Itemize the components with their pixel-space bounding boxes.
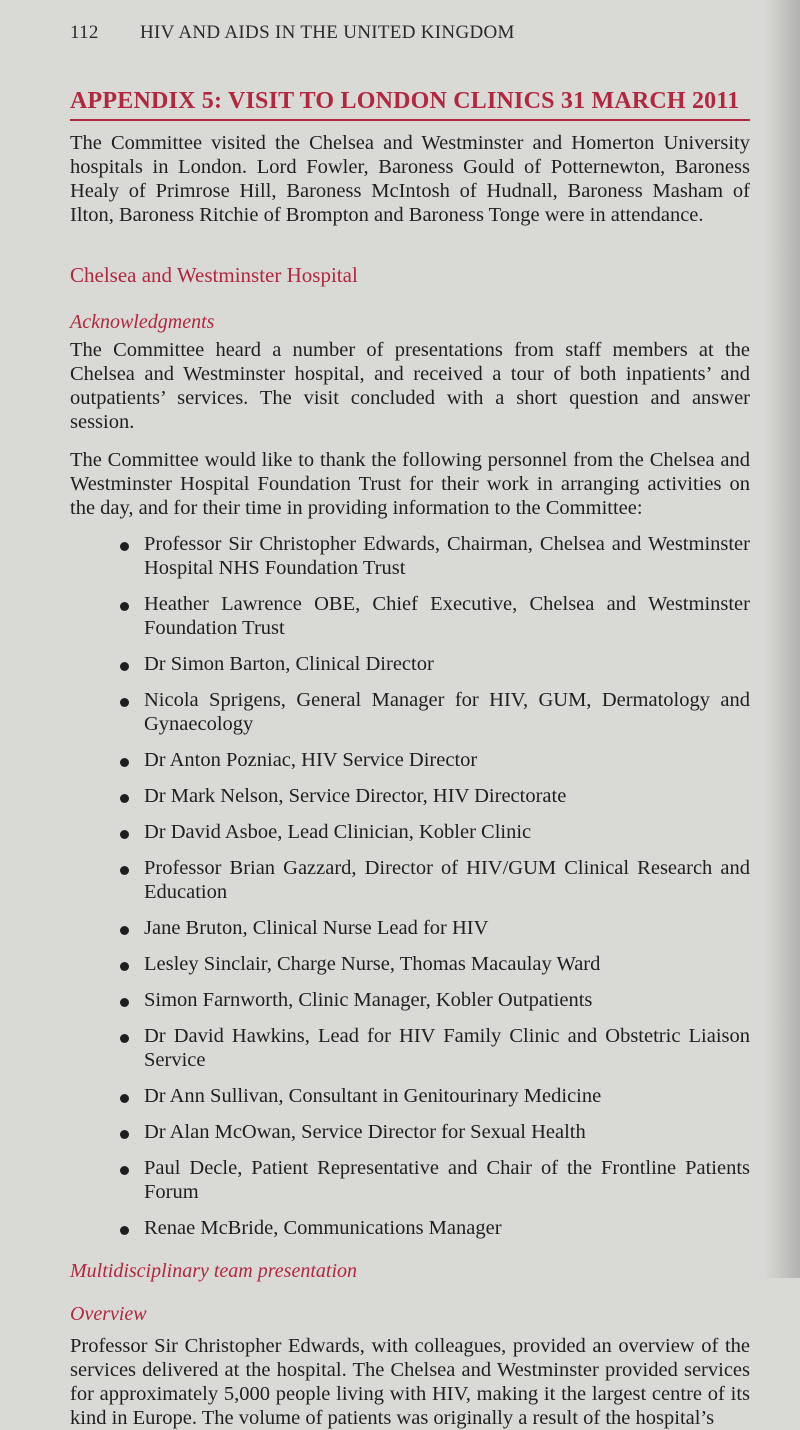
bullet-icon [120,830,129,839]
bullet-icon [120,1130,129,1139]
mdt-heading: Multidisciplinary team presentation [70,1260,358,1282]
intro-paragraph: The Committee visited the Chelsea and Westminster and Homerton University hospitals in London. Lord Fowler, Baroness Gould of Potternewton, Baroness Healy of Primrose Hill, Baroness McIntosh of Hudnall, Baroness Masham of Ilton, Baroness Ritchie of Brompton and Baroness Tonge were in attendance. [70,132,750,226]
list-item: Lesley Sinclair, Charge Nurse, Thomas Macaulay Ward [70,952,750,976]
list-item: Renae McBride, Communications Manager [70,1216,750,1240]
list-item: Dr Simon Barton, Clinical Director [70,652,750,676]
bullet-icon [120,794,129,803]
list-item: Nicola Sprigens, General Manager for HIV, GUM, Dermatology and Gynaecology [70,688,750,736]
list-item: Dr Ann Sullivan, Consultant in Genitourinary Medicine [70,1084,750,1108]
acknowledgments-heading: Acknowledgments [70,311,215,333]
bullet-icon [120,758,129,767]
bullet-icon [120,998,129,1007]
list-item: Dr Alan McOwan, Service Director for Sexual Health [70,1120,750,1144]
list-item: Simon Farnworth, Clinic Manager, Kobler Outpatients [70,988,750,1012]
acknowledgments-paragraph-2: The Committee would like to thank the following personnel from the Chelsea and Westminster Hospital Foundation Trust for their work in arranging activities on the day, and for their time in providing information to the Committee: [70,449,750,519]
bullet-icon [120,1166,129,1175]
bullet-icon [120,1226,129,1235]
list-item: Professor Brian Gazzard, Director of HIV/GUM Clinical Research and Education [70,856,750,904]
section-heading: Chelsea and Westminster Hospital [70,263,358,287]
page-edge-shadow [764,0,800,1278]
running-title: HIV AND AIDS IN THE UNITED KINGDOM [140,22,515,43]
list-item: Heather Lawrence OBE, Chief Executive, Chelsea and Westminster Foundation Trust [70,592,750,640]
bullet-icon [120,1094,129,1103]
bullet-icon [120,926,129,935]
list-item: Dr Anton Pozniac, HIV Service Director [70,748,750,772]
bullet-icon [120,698,129,707]
list-item: Paul Decle, Patient Representative and Chair of the Frontline Patients Forum [70,1156,750,1204]
bullet-icon [120,866,129,875]
overview-paragraph: Professor Sir Christopher Edwards, with colleagues, provided an overview of the services delivered at the hospital. The Chelsea and Westminster provided services for approximately 5,000 people living with HIV, making it the largest centre of its kind in Europe. The volume of patients was originally a result of the hospital’s [70,1335,750,1429]
list-item: Dr Mark Nelson, Service Director, HIV Directorate [70,784,750,808]
overview-heading: Overview [70,1303,147,1325]
bullet-icon [120,542,129,551]
list-item: Dr David Hawkins, Lead for HIV Family Clinic and Obstetric Liaison Service [70,1024,750,1072]
bullet-icon [120,602,129,611]
acknowledgments-paragraph-1: The Committee heard a number of presentations from staff members at the Chelsea and Westminster hospital, and received a tour of both inpatients’ and outpatients’ services. The visit concluded with a short question and answer session. [70,339,750,433]
list-item: Professor Sir Christopher Edwards, Chairman, Chelsea and Westminster Hospital NHS Foundation Trust [70,532,750,580]
personnel-list [70,532,750,1240]
bullet-icon [120,962,129,971]
bullet-icon [120,662,129,671]
bullet-icon [120,1034,129,1043]
list-item: Jane Bruton, Clinical Nurse Lead for HIV [70,916,750,940]
main-content [70,88,750,1430]
page-number: 112 [70,22,99,43]
running-header [70,22,770,44]
list-item: Dr David Asboe, Lead Clinician, Kobler Clinic [70,820,750,844]
appendix-title: APPENDIX 5: VISIT TO LONDON CLINICS 31 MARCH 2011 [70,88,750,121]
